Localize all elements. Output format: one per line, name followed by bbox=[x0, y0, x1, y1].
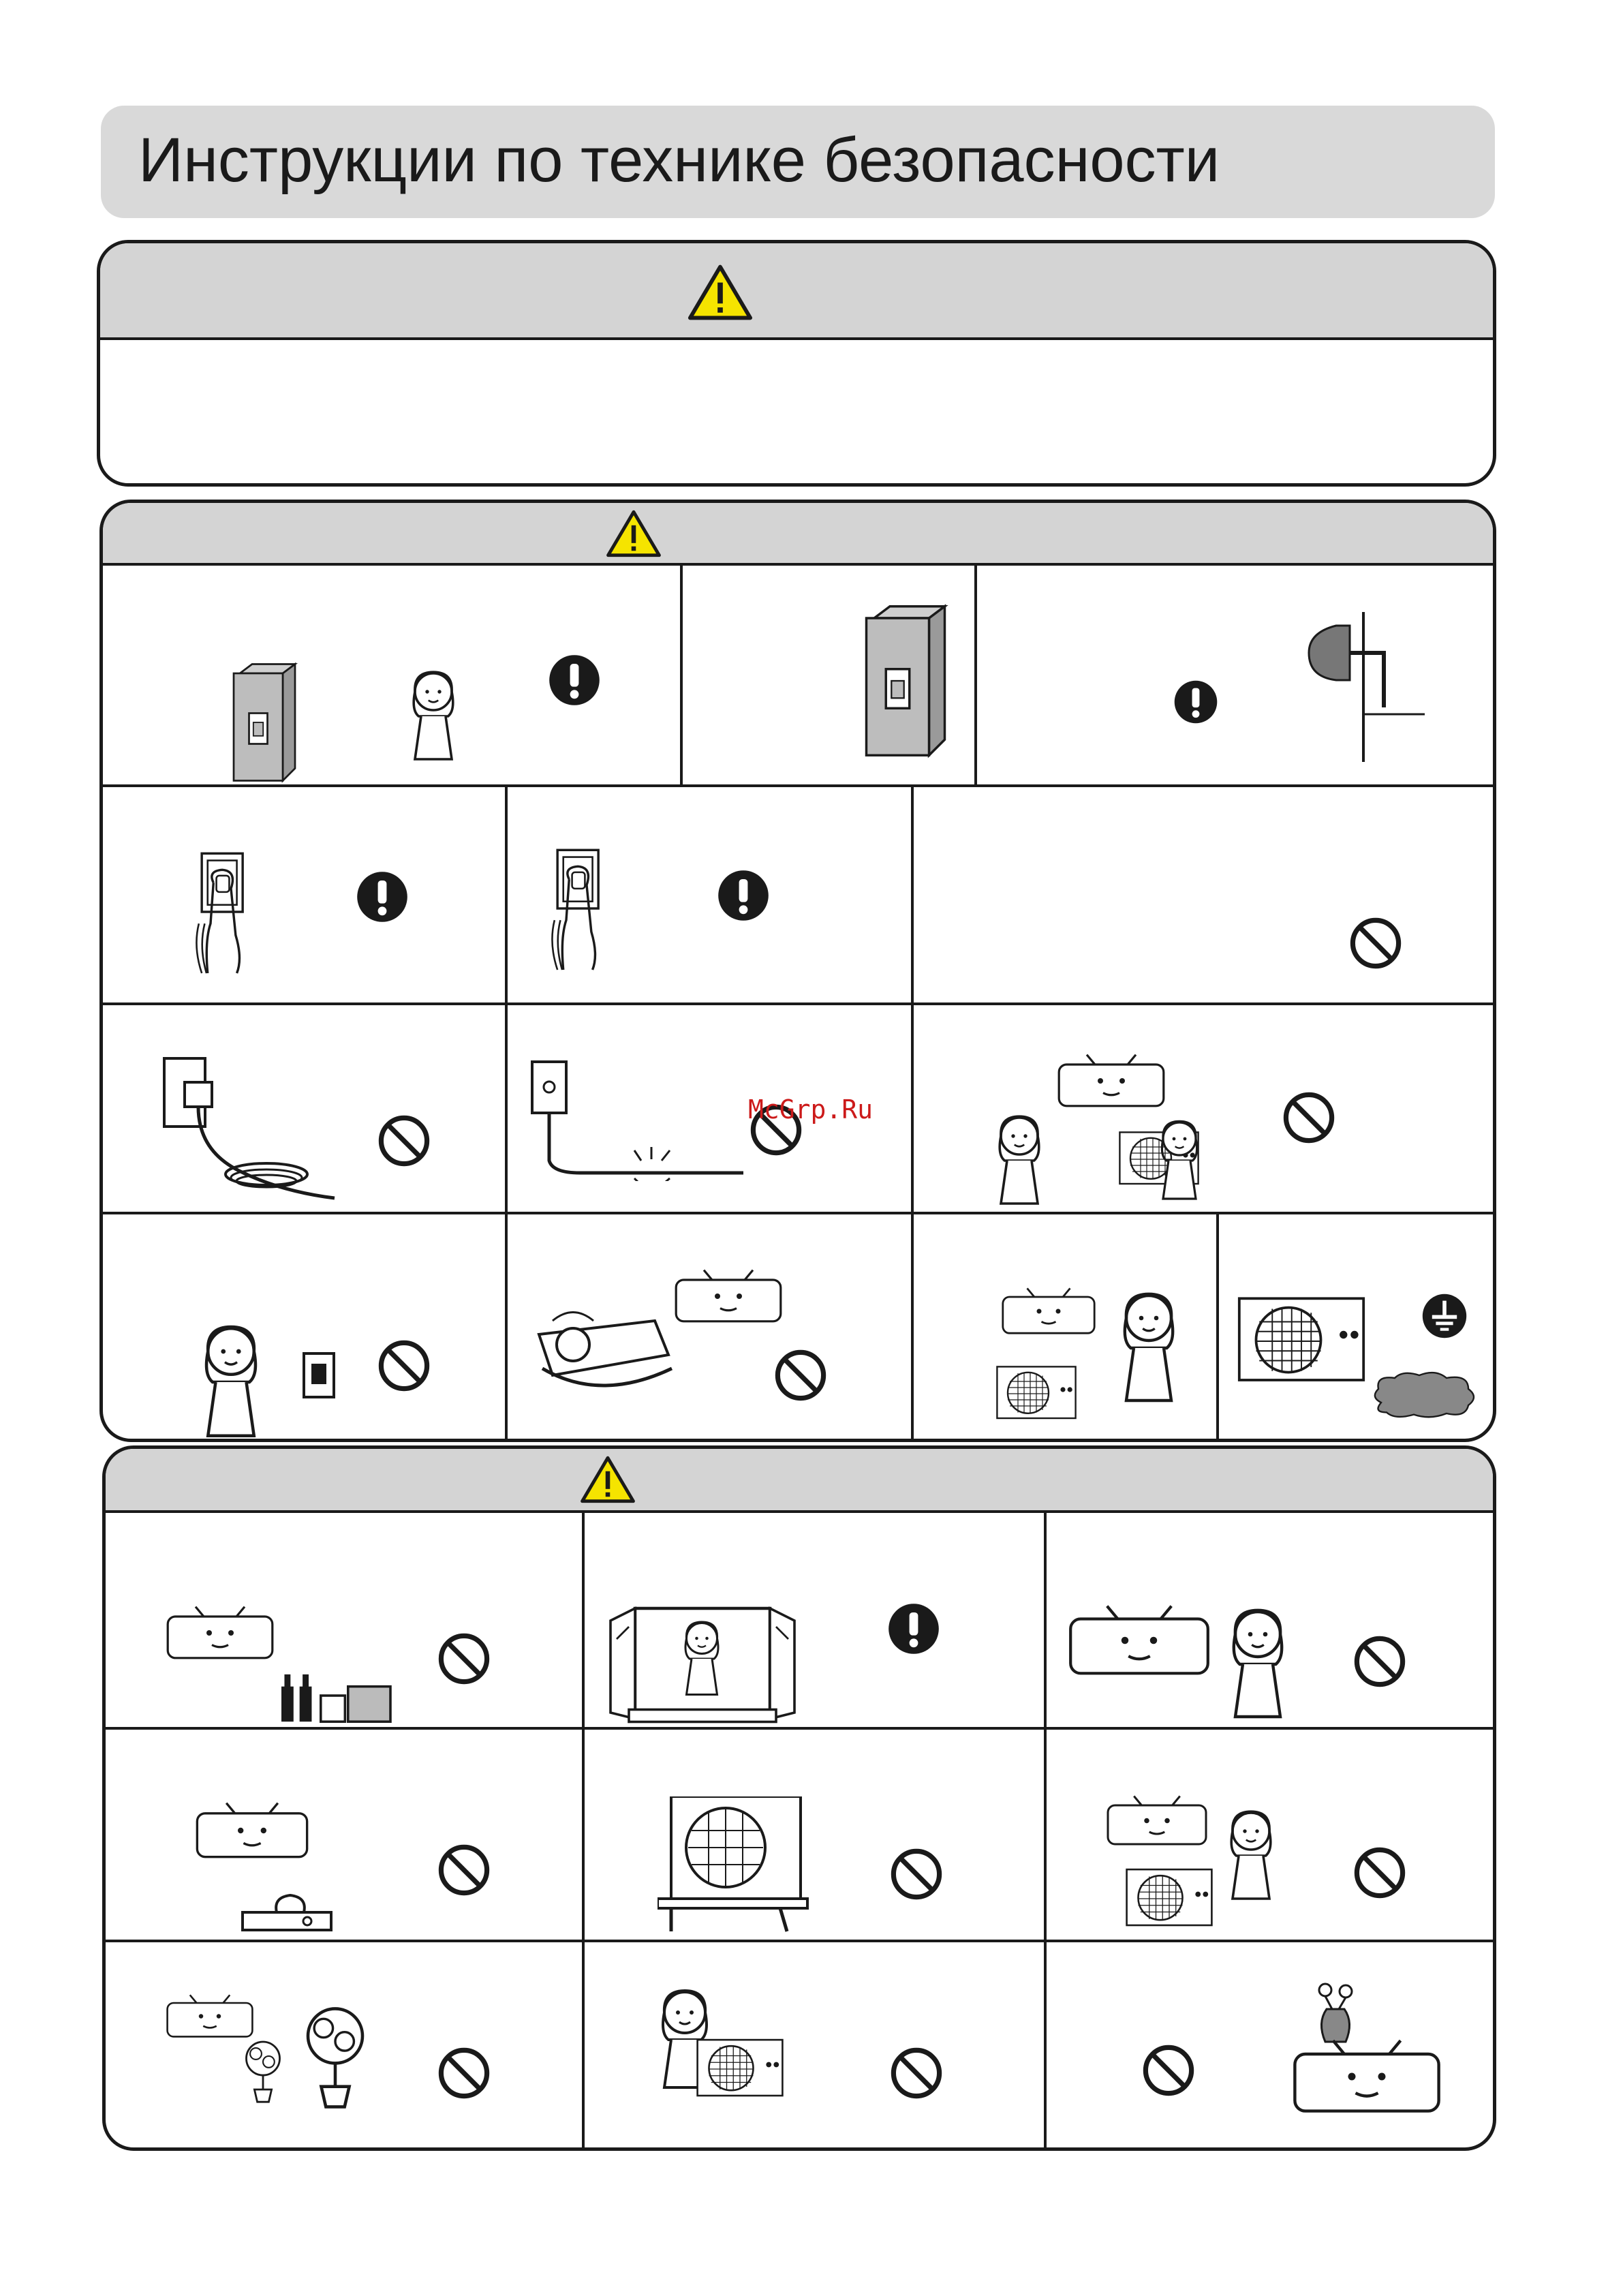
indoor-unit-illustration bbox=[1288, 2039, 1445, 2114]
warning-box bbox=[99, 500, 1496, 1442]
air-conditioner-illustration bbox=[166, 1994, 254, 2038]
caution-box-header bbox=[106, 1449, 1493, 1513]
warning-box-header bbox=[103, 503, 1493, 566]
grounding-socket-illustration bbox=[1302, 612, 1425, 762]
girl-illustration bbox=[1220, 1603, 1295, 1726]
mandatory-icon bbox=[355, 870, 409, 924]
prohibited-icon bbox=[1352, 1634, 1407, 1689]
food-items-illustration bbox=[275, 1668, 397, 1723]
potted-plant-illustration bbox=[239, 2036, 287, 2104]
girl-illustration bbox=[403, 665, 464, 767]
mandatory-icon bbox=[547, 653, 602, 707]
air-conditioner-illustration bbox=[1057, 1054, 1166, 1108]
damaged-power-cord-illustration bbox=[525, 1058, 750, 1181]
plug-socket-hand-illustration bbox=[190, 844, 272, 980]
prohibited-icon bbox=[889, 1847, 944, 1901]
child-at-window-illustration bbox=[675, 1618, 729, 1700]
vase-illustration bbox=[1312, 1982, 1359, 2043]
outdoor-unit-on-stand-illustration bbox=[658, 1796, 814, 1933]
air-conditioner-illustration bbox=[1001, 1287, 1096, 1336]
child-illustration bbox=[989, 1109, 1050, 1212]
prohibited-icon bbox=[437, 1843, 491, 1897]
girl-pulling-cord-illustration bbox=[190, 1321, 272, 1442]
circuit-breaker-illustration bbox=[858, 602, 953, 759]
outdoor-unit-illustration bbox=[1125, 1866, 1214, 1931]
prohibited-icon bbox=[889, 2046, 944, 2100]
outdoor-unit-illustration bbox=[995, 1363, 1077, 1424]
air-conditioner-illustration bbox=[194, 1802, 310, 1859]
air-conditioner-illustration bbox=[1106, 1795, 1208, 1846]
watermark: McGrp.Ru bbox=[748, 1095, 874, 1124]
outdoor-unit-illustration bbox=[696, 2035, 784, 2103]
gas-stove-illustration bbox=[239, 1885, 335, 1933]
prohibited-icon bbox=[1141, 2043, 1196, 2098]
intro-box bbox=[97, 240, 1496, 487]
outdoor-unit-illustration bbox=[1237, 1294, 1366, 1389]
tree-illustration bbox=[291, 2001, 380, 2110]
prohibited-icon bbox=[773, 1348, 828, 1403]
prohibited-icon bbox=[377, 1114, 431, 1168]
caution-box bbox=[102, 1445, 1496, 2151]
warning-triangle-icon bbox=[606, 510, 662, 557]
prohibited-icon bbox=[1352, 1846, 1407, 1900]
intro-box-header bbox=[100, 243, 1493, 340]
warning-triangle-icon bbox=[580, 1456, 636, 1503]
wall-socket-illustration bbox=[302, 1351, 336, 1399]
mandatory-icon bbox=[886, 1602, 941, 1656]
prohibited-icon bbox=[1348, 916, 1403, 970]
plug-socket-hand-illustration bbox=[546, 837, 628, 980]
mandatory-icon bbox=[1173, 679, 1219, 725]
mandatory-icon bbox=[716, 868, 771, 923]
prohibited-icon bbox=[377, 1338, 431, 1393]
smoke-cloud-illustration bbox=[1370, 1367, 1479, 1422]
air-conditioner-illustration bbox=[166, 1606, 275, 1660]
indoor-unit-illustration bbox=[1068, 1603, 1211, 1678]
girl-spraying-illustration bbox=[1220, 1805, 1282, 1907]
circuit-breaker-illustration bbox=[227, 661, 302, 784]
baby-cradle-illustration bbox=[532, 1294, 675, 1396]
page-title: Инструкции по технике безопасности bbox=[138, 125, 1220, 195]
warning-triangle-icon bbox=[687, 264, 753, 321]
ground-icon bbox=[1421, 1292, 1468, 1340]
coiled-power-cord-illustration bbox=[157, 1055, 362, 1205]
prohibited-icon bbox=[1282, 1090, 1336, 1145]
prohibited-icon bbox=[437, 1632, 491, 1686]
air-conditioner-illustration bbox=[674, 1269, 783, 1323]
person-with-hat-illustration bbox=[1111, 1280, 1186, 1416]
child-illustration bbox=[1152, 1113, 1207, 1208]
prohibited-icon bbox=[437, 2046, 491, 2100]
page-title-bar bbox=[101, 106, 1495, 218]
